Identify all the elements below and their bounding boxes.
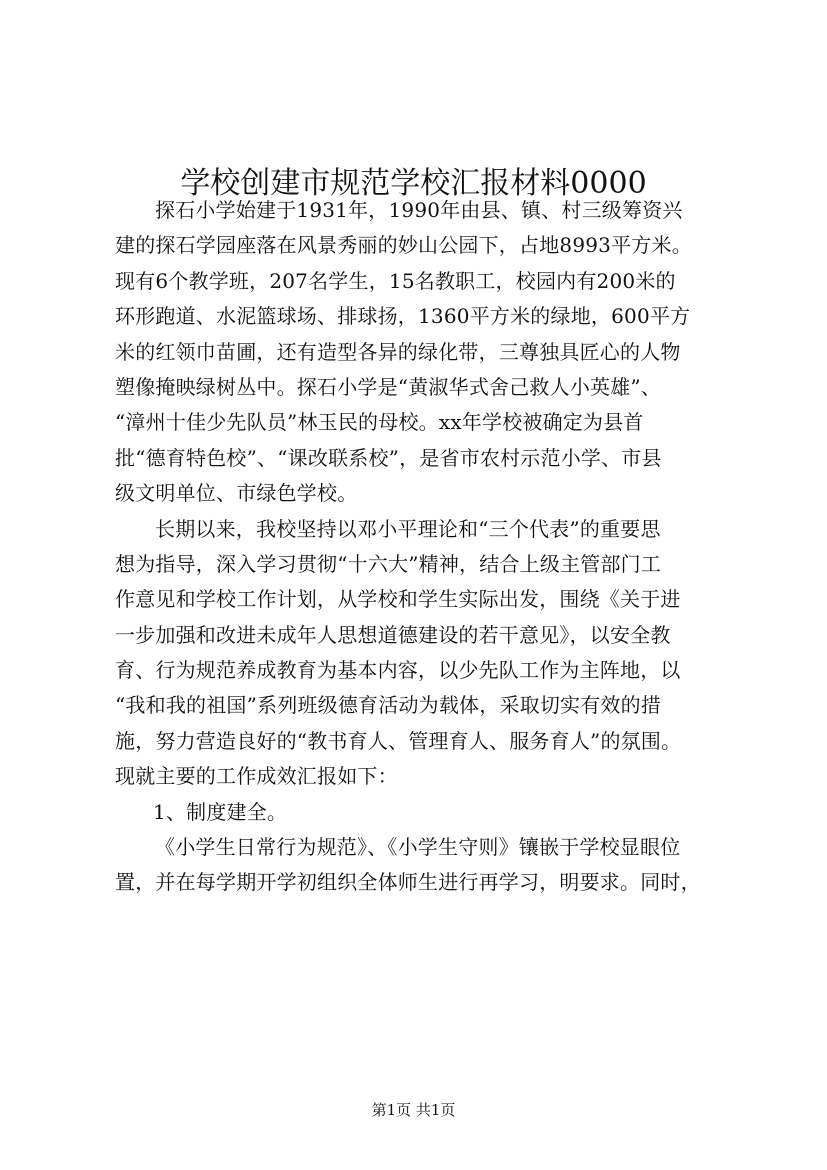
paragraph-line: 级文明单位、市绿色学校。 xyxy=(115,481,358,506)
paragraph-line: 作意见和学校工作计划，从学校和学生实际出发，围绕《关于进 xyxy=(115,587,681,612)
paragraph-line: 《小学生日常行为规范》、《小学生守则》镶嵌于学校显眼位 xyxy=(155,835,681,860)
paragraph-line: 一步加强和改进未成年人思想道德建设的若干意见》，以安全教 xyxy=(115,622,671,647)
paragraph-line: 建的探石学园座落在风景秀丽的妙山公园下，占地8993平方米。 xyxy=(115,233,692,258)
paragraph-line: 塑像掩映绿树丛中。探石小学是“黄淑华式舍己救人小英雄”、 xyxy=(115,374,662,399)
section-heading: 1、制度建全。 xyxy=(153,799,288,824)
paragraph-line: “我和我的祖国”系列班级德育活动为载体，采取切实有效的措 xyxy=(115,693,662,718)
page-number-footer: 第1页 共1页 xyxy=(371,1101,456,1119)
paragraph-line: 想为指导，深入学习贯彻“十六大”精神，结合上级主管部门工 xyxy=(115,551,662,576)
paragraph-line: 批“德育特色校”、“课改联系校”，是省市农村示范小学、市县 xyxy=(115,445,662,470)
paragraph-line: 施，努力营造良好的“教书育人、管理育人、服务育人”的氛围。 xyxy=(115,728,682,753)
document-body xyxy=(115,193,745,901)
paragraph-line: “漳州十佳少先队员”林玉民的母校。xx年学校被确定为县首 xyxy=(115,410,644,435)
paragraph-line: 长期以来，我校坚持以邓小平理论和“三个代表”的重要思 xyxy=(155,516,661,541)
paragraph-line: 现就主要的工作成效汇报如下： xyxy=(115,764,398,789)
document-title: 学校创建市规范学校汇报材料0000 xyxy=(180,166,647,202)
paragraph-line: 现有6个教学班，207名学生，15名教职工，校园内有200米的 xyxy=(115,268,676,293)
paragraph-line: 米的红领巾苗圃，还有造型各异的绿化带，三尊独具匠心的人物 xyxy=(115,339,681,364)
paragraph-line: 探石小学始建于1931年，1990年由县、镇、村三级筹资兴 xyxy=(155,198,683,222)
paragraph-line: 育、行为规范养成教育为基本内容，以少先队工作为主阵地，以 xyxy=(115,658,681,683)
paragraph-line: 置，并在每学期开学初组织全体师生进行再学习，明要求。同时， xyxy=(115,870,701,895)
paragraph-line: 环形跑道、水泥篮球场、排球扬，1360平方米的绿地，600平方 xyxy=(115,304,691,329)
